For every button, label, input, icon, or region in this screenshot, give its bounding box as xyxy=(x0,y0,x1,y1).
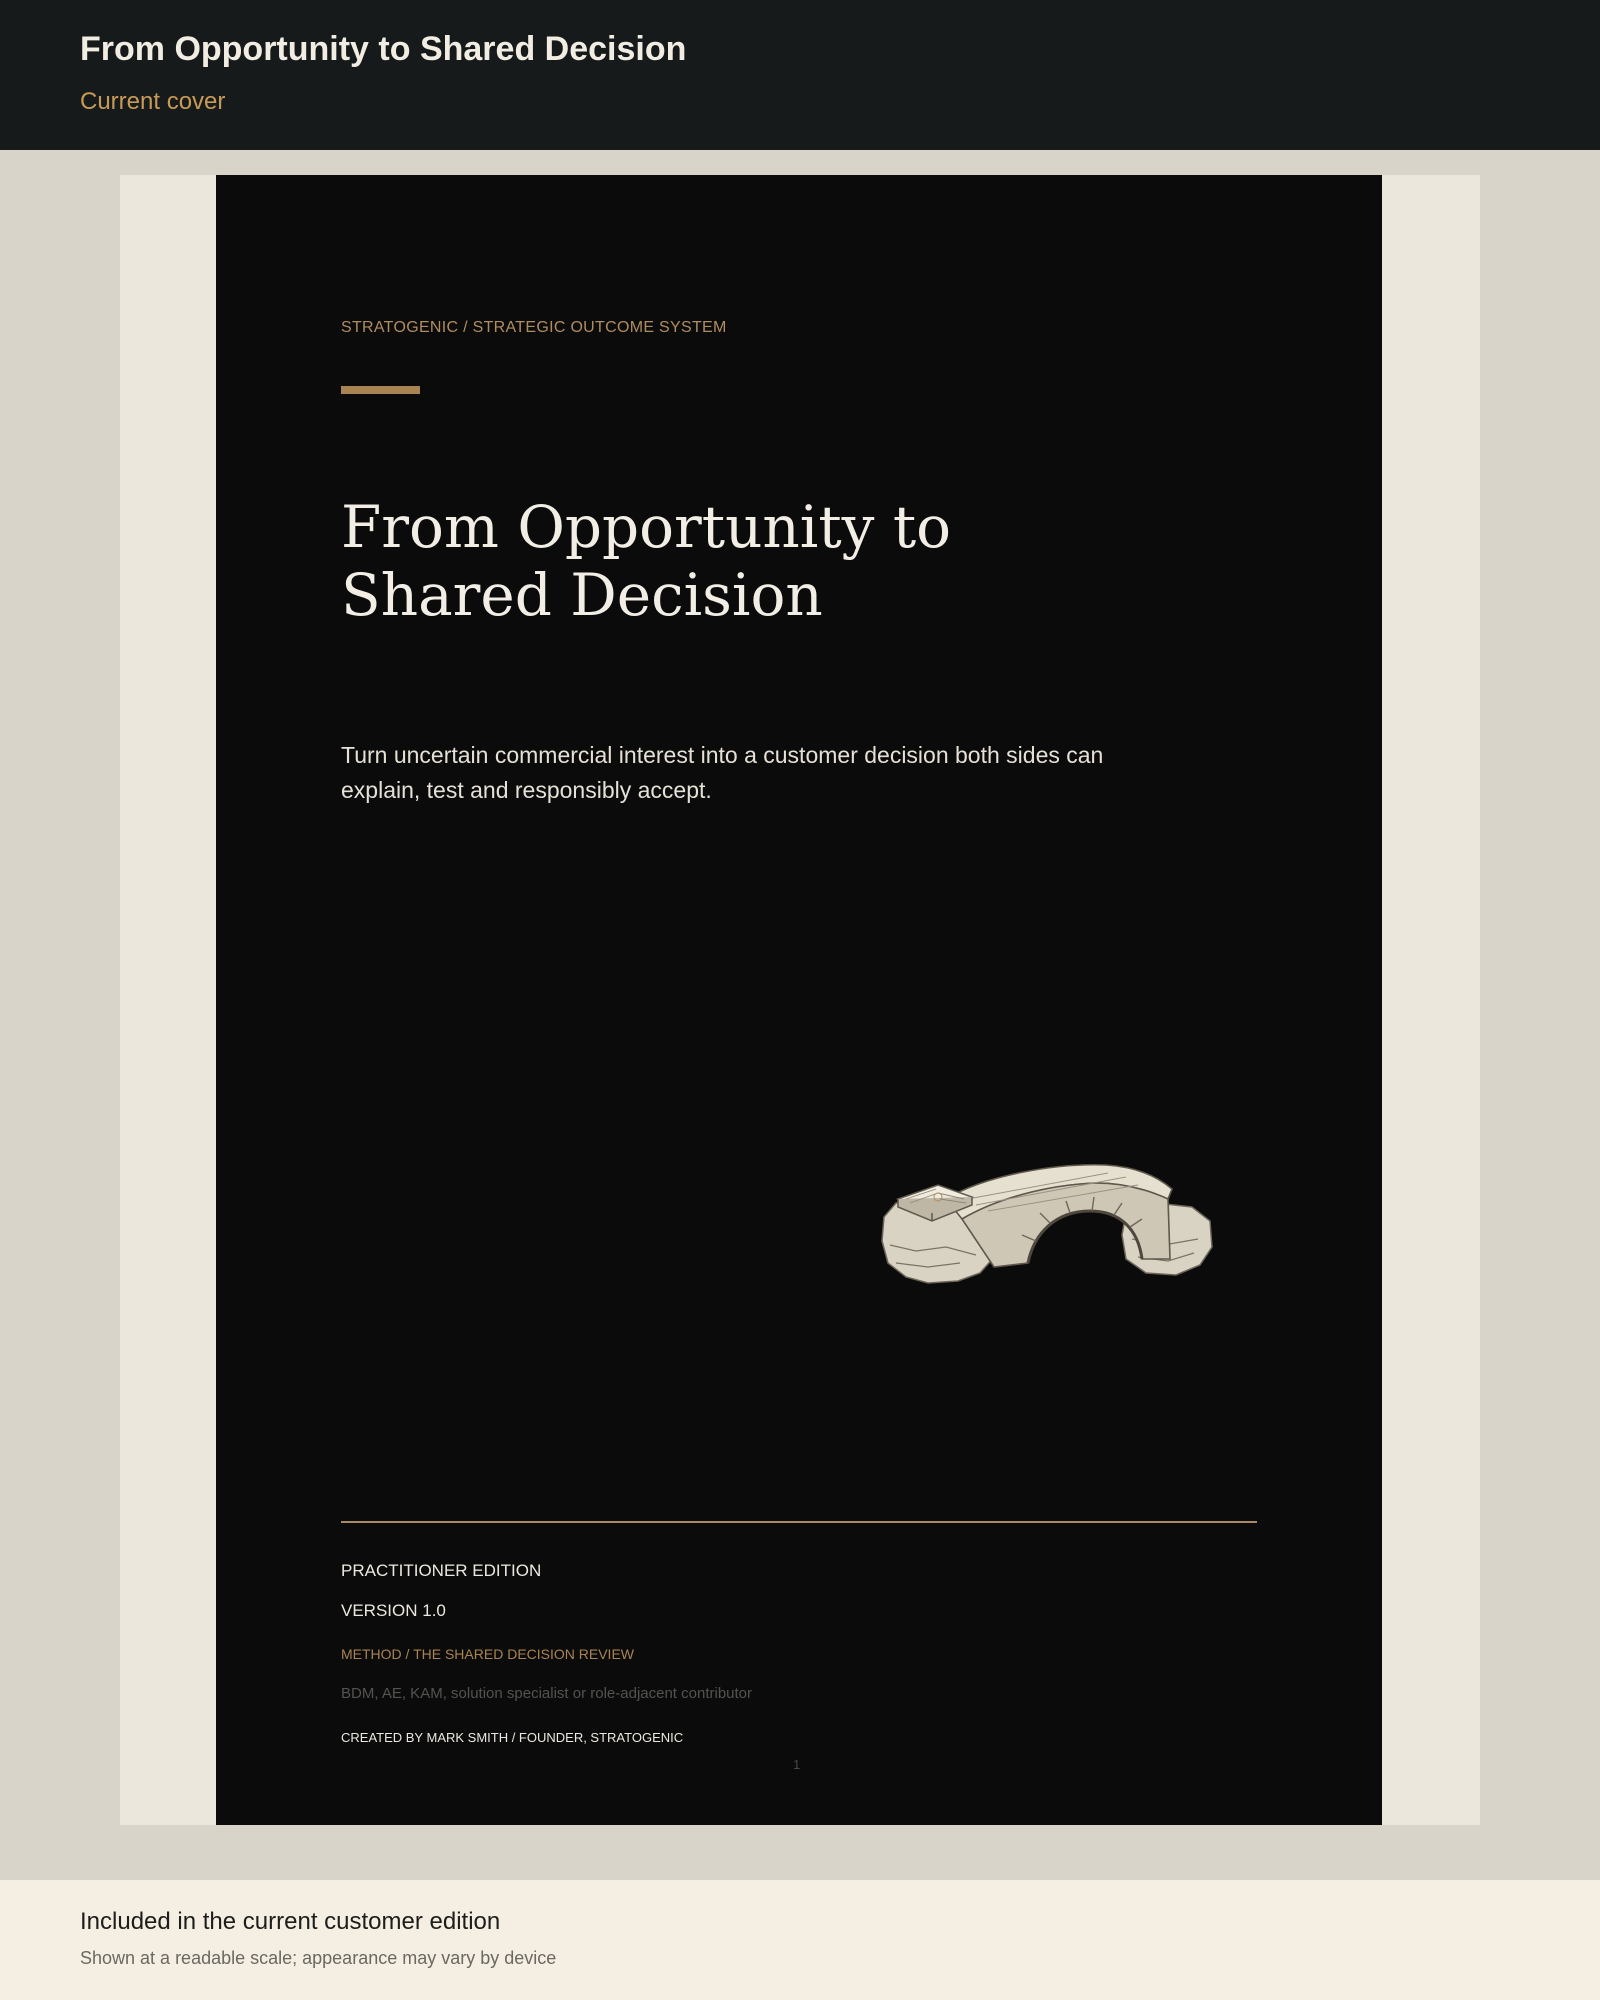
audience-label: BDM, AE, KAM, solution specialist or role-adjacent contributor xyxy=(341,1685,753,1702)
method-label: METHOD / THE SHARED DECISION REVIEW xyxy=(341,1646,634,1662)
credit-label: CREATED BY MARK SMITH / FOUNDER, STRATOGENIC xyxy=(341,1730,684,1745)
accent-bar xyxy=(341,386,420,394)
version-label: VERSION 1.0 xyxy=(341,1601,446,1620)
document-cover xyxy=(216,175,1382,1825)
footer-note: Shown at a readable scale; appearance may vary by device xyxy=(80,1948,557,1968)
preview-stage xyxy=(0,150,1600,1880)
top-bar xyxy=(0,0,1600,150)
stone-bridge-with-book-icon xyxy=(876,1155,1216,1295)
cover-kicker: STRATOGENIC / STRATEGIC OUTCOME SYSTEM xyxy=(341,319,727,336)
page-title: From Opportunity to Shared Decision xyxy=(80,30,687,68)
page-subtitle: Current cover xyxy=(80,88,226,115)
edition-label: PRACTITIONER EDITION xyxy=(341,1561,542,1580)
cover-title: From Opportunity to Shared Decision xyxy=(341,493,952,629)
cover-tagline: Turn uncertain commercial interest into a customer decision both sides can explain, test and responsibly accept. xyxy=(341,742,1104,803)
cover-divider xyxy=(341,1521,1257,1523)
footer xyxy=(0,1880,1600,2000)
footer-caption: Included in the current customer edition xyxy=(80,1908,501,1935)
cover-frame xyxy=(120,175,1480,1825)
page-number: 1 xyxy=(793,1757,801,1772)
